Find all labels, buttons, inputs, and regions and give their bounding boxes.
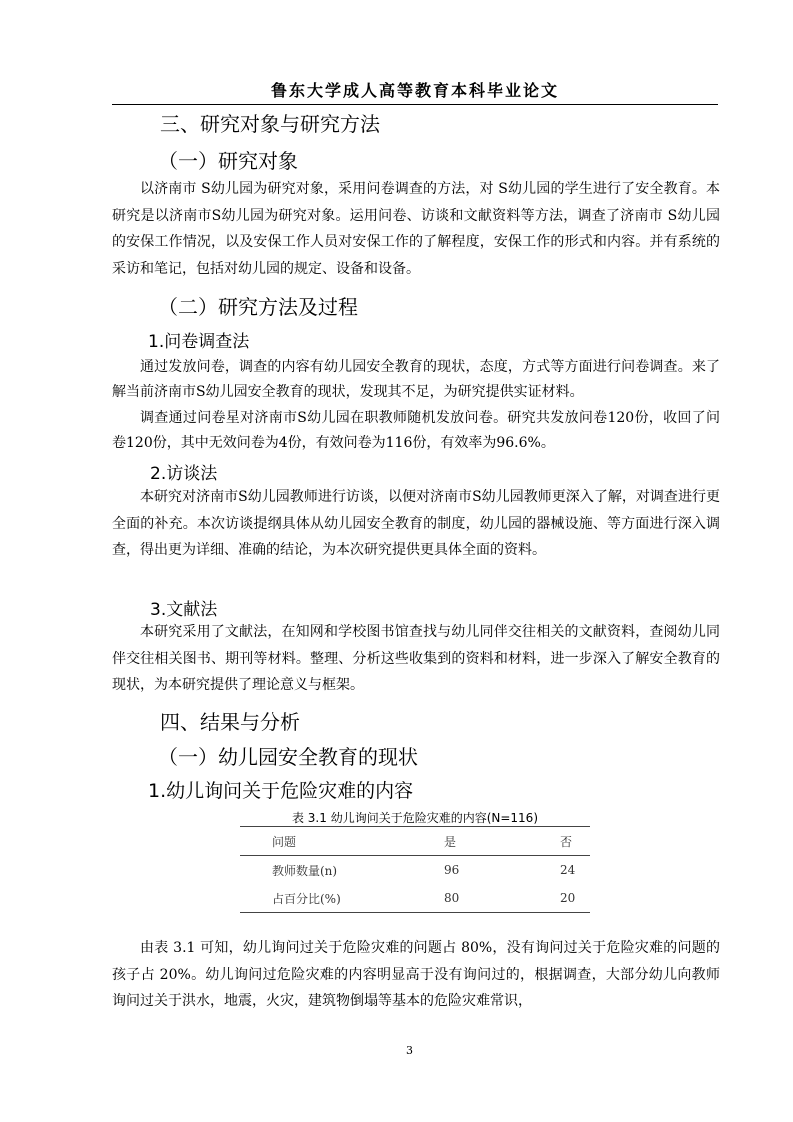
- table-cell: 教师数量(n): [272, 863, 338, 878]
- table-header-cell: 是: [444, 834, 457, 849]
- page-number: 3: [406, 1044, 413, 1057]
- section-3-1-paragraph: 以济南市 S幼儿园为研究对象，采用问卷调查的方法，对 S幼儿园的学生进行了安全教育。本研究是以济南市S幼儿园为研究对象。运用问卷、访谈和文献资料等方法，调查了济南市 S幼儿园的安保工作情况，以及安保工作人员对安保工作的了解程度，安保工作的形式和内容。并有系统的采访和笔记，包括对幼儿园的规定、设备和设备。: [112, 181, 720, 277]
- method-3-paragraph: 本研究采用了文献法，在知网和学校图书馆查找与幼儿同伴交往相关的文献资料，查阅幼儿同伴交往相关图书、期刊等材料。整理、分析这些收集到的资料和材料，进一步深入了解安全教育的现状，为本研究提供了理论意义与框架。: [112, 624, 720, 693]
- data-table: [240, 826, 590, 913]
- table-caption: 表 3.1 幼儿询问关于危险灾难的内容(N=116): [291, 811, 538, 825]
- table-cell: 20: [560, 891, 576, 905]
- section-4-title: 四、结果与分析: [160, 710, 300, 734]
- section-3-1-title: （一）研究对象: [158, 149, 298, 173]
- method-2-paragraph: 本研究对济南市S幼儿园教师进行访谈，以便对济南市S幼儿园教师更深入了解，对调查进行更全面的补充。本次访谈提纲具体从幼儿园安全教育的制度，幼儿园的器械设施、等方面进行深入调查，得出更为详细、准确的结论，为本次研究提供更具体全面的资料。: [112, 489, 720, 558]
- section-4-1-title: （一）幼儿园安全教育的现状: [158, 745, 418, 769]
- section-3-title: 三、研究对象与研究方法: [160, 112, 380, 136]
- page-header: 鲁东大学成人高等教育本科毕业论文: [270, 81, 559, 100]
- results-paragraph: 由表 3.1 可知，幼儿询问过关于危险灾难的问题占 80%，没有询问过关于危险灾难的问题的孩子占 20%。幼儿询问过危险灾难的内容明显高于没有询问过的，根据调查，大部分幼儿向教师询问过关于洪水，地震，火灾，建筑物倒塌等基本的危险灾难常识，: [112, 940, 720, 1009]
- section-4-1-item-1-title: 1.幼儿询问关于危险灾难的内容: [148, 780, 414, 802]
- method-1-paragraph-2: 调查通过问卷星对济南市S幼儿园在职教师随机发放问卷。研究共发放问卷120份，收回了问卷120份，其中无效问卷为4份，有效问卷为116份，有效率为96.6%。: [112, 410, 720, 451]
- method-3-title: 3.文献法: [150, 600, 218, 620]
- table-row: [240, 856, 590, 885]
- table-cell: 占百分比(%): [272, 891, 341, 906]
- table-row: [240, 884, 590, 913]
- table-header-row: [240, 827, 590, 856]
- method-2-title: 2.访谈法: [150, 464, 218, 484]
- header-divider: [112, 104, 718, 105]
- method-1-paragraph-1: 通过发放问卷，调查的内容有幼儿园安全教育的现状，态度，方式等方面进行问卷调查。来了解当前济南市S幼儿园安全教育的现状，发现其不足，为研究提供实证材料。: [112, 359, 720, 400]
- table-cell: 80: [444, 891, 460, 905]
- table-cell: 96: [444, 863, 460, 877]
- table-header-cell: 否: [560, 834, 573, 849]
- table-cell: 24: [560, 863, 576, 877]
- method-1-title: 1.问卷调查法: [148, 332, 250, 352]
- table-header-cell: 问题: [272, 834, 297, 849]
- section-3-2-title: （二）研究方法及过程: [158, 295, 358, 319]
